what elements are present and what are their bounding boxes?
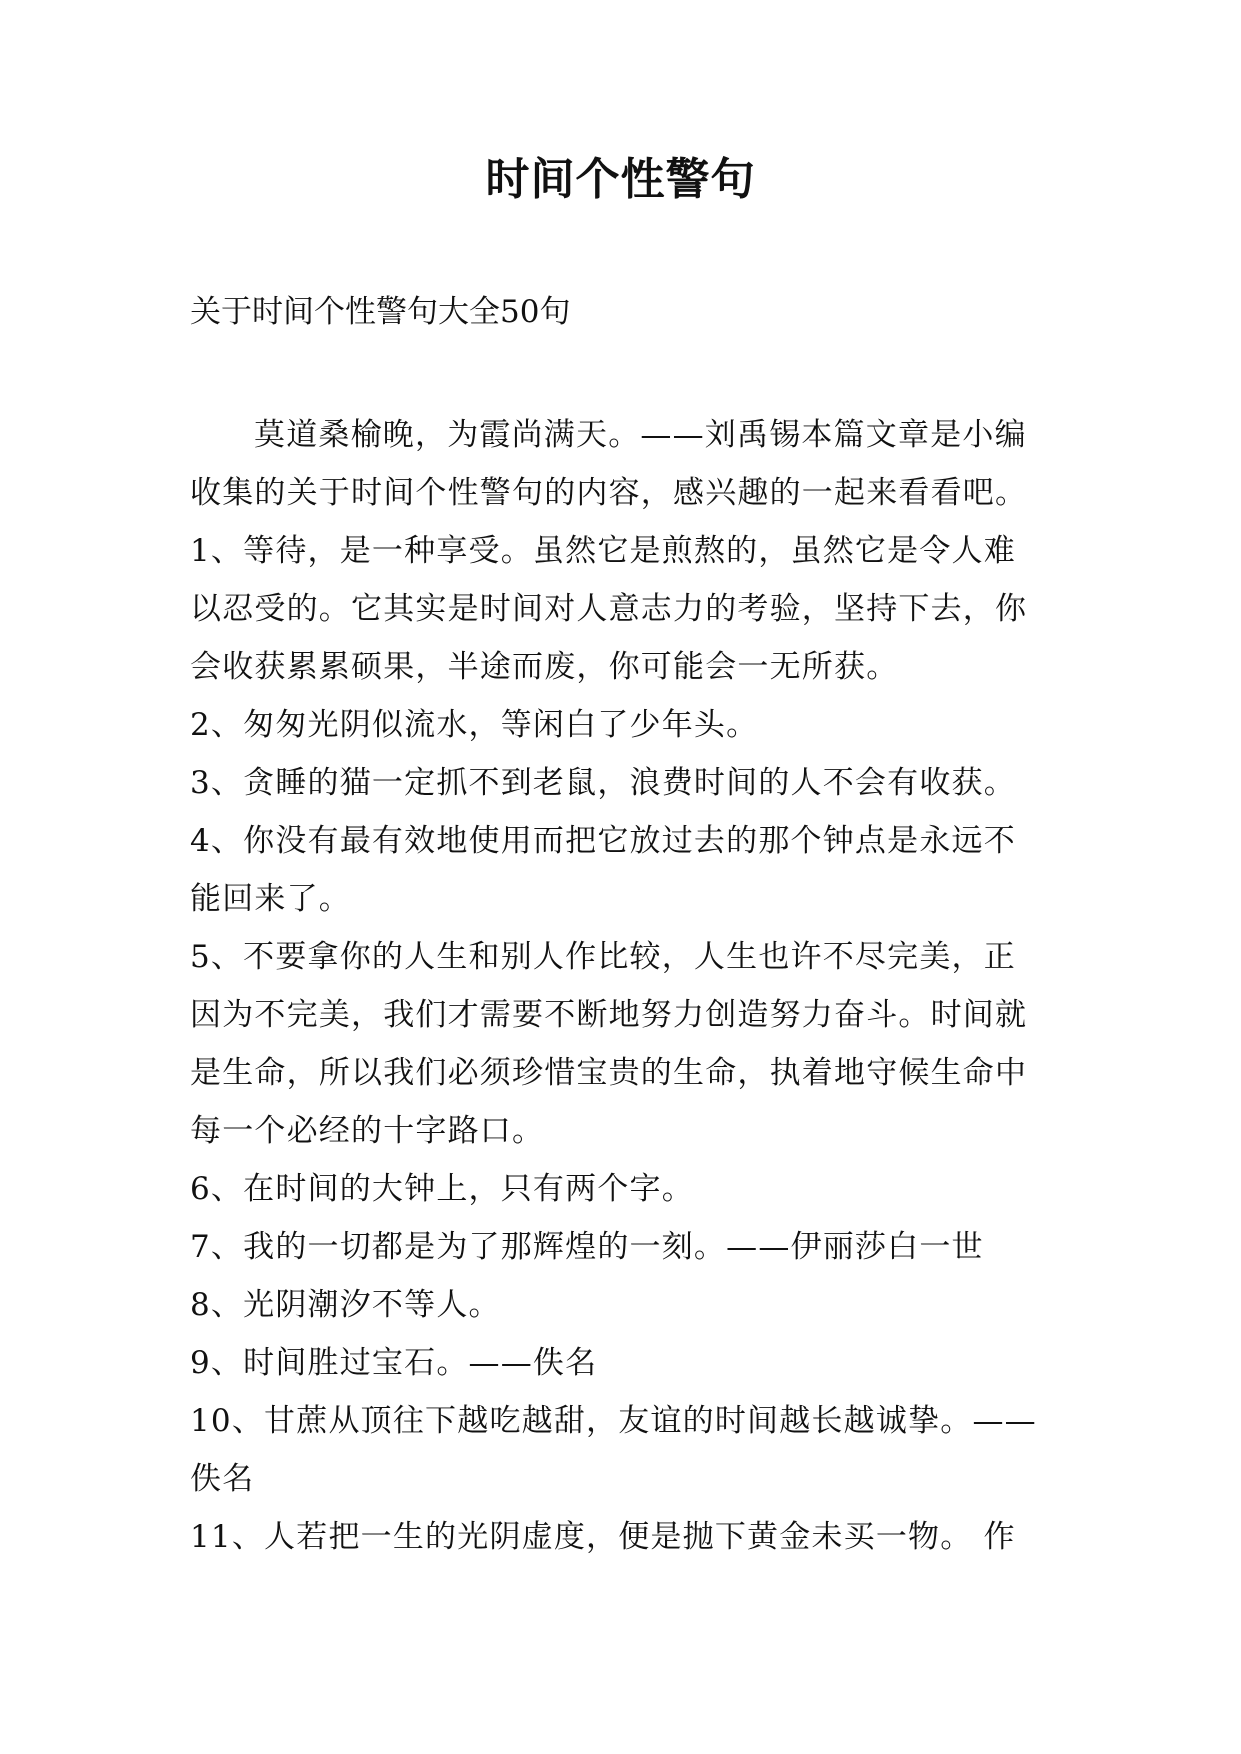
text-line: 1、等待，是一种享受。虽然它是煎熬的，虽然它是令人难	[190, 533, 1016, 569]
text-line: 收集的关于时间个性警句的内容，感兴趣的一起来看看吧。	[190, 475, 1028, 511]
text-line: 3、贪睡的猫一定抓不到老鼠，浪费时间的人不会有收获。	[190, 765, 1016, 801]
text-line: 2、匆匆光阴似流水，等闲白了少年头。	[190, 707, 759, 743]
body-text	[190, 406, 1080, 1566]
text-line: 6、在时间的大钟上，只有两个字。	[190, 1171, 694, 1207]
text-line: 能回来了。	[190, 881, 351, 917]
text-line: 8、光阴潮汐不等人。	[190, 1287, 501, 1323]
text-line: 每一个必经的十字路口。	[190, 1113, 545, 1149]
text-line: 4、你没有最有效地使用而把它放过去的那个钟点是永远不	[190, 823, 1016, 859]
text-line: 会收获累累硕果，半途而废，你可能会一无所获。	[190, 649, 899, 685]
text-line: 7、我的一切都是为了那辉煌的一刻。——伊丽莎白一世	[190, 1229, 984, 1265]
text-line: 10、甘蔗从顶往下越吃越甜，友谊的时间越长越诚挚。——	[190, 1403, 1037, 1439]
text-line: 莫道桑榆晚，为霞尚满天。——刘禹锡本篇文章是小编	[254, 417, 1027, 453]
text-line: 以忍受的。它其实是时间对人意志力的考验，坚持下去，你	[190, 591, 1028, 627]
document-subtitle: 关于时间个性警句大全50句	[190, 294, 571, 330]
text-line: 11、人若把一生的光阴虚度，便是抛下黄金未买一物。 作	[190, 1519, 1016, 1555]
text-line: 9、时间胜过宝石。——佚名	[190, 1345, 598, 1381]
page-title: 时间个性警句	[485, 154, 756, 205]
text-line: 是生命，所以我们必须珍惜宝贵的生命，执着地守候生命中	[190, 1055, 1028, 1091]
text-line: 5、不要拿你的人生和别人作比较，人生也许不尽完美，正	[190, 939, 1016, 975]
text-line: 因为不完美，我们才需要不断地努力创造努力奋斗。时间就	[190, 997, 1028, 1033]
text-line: 佚名	[190, 1461, 255, 1497]
